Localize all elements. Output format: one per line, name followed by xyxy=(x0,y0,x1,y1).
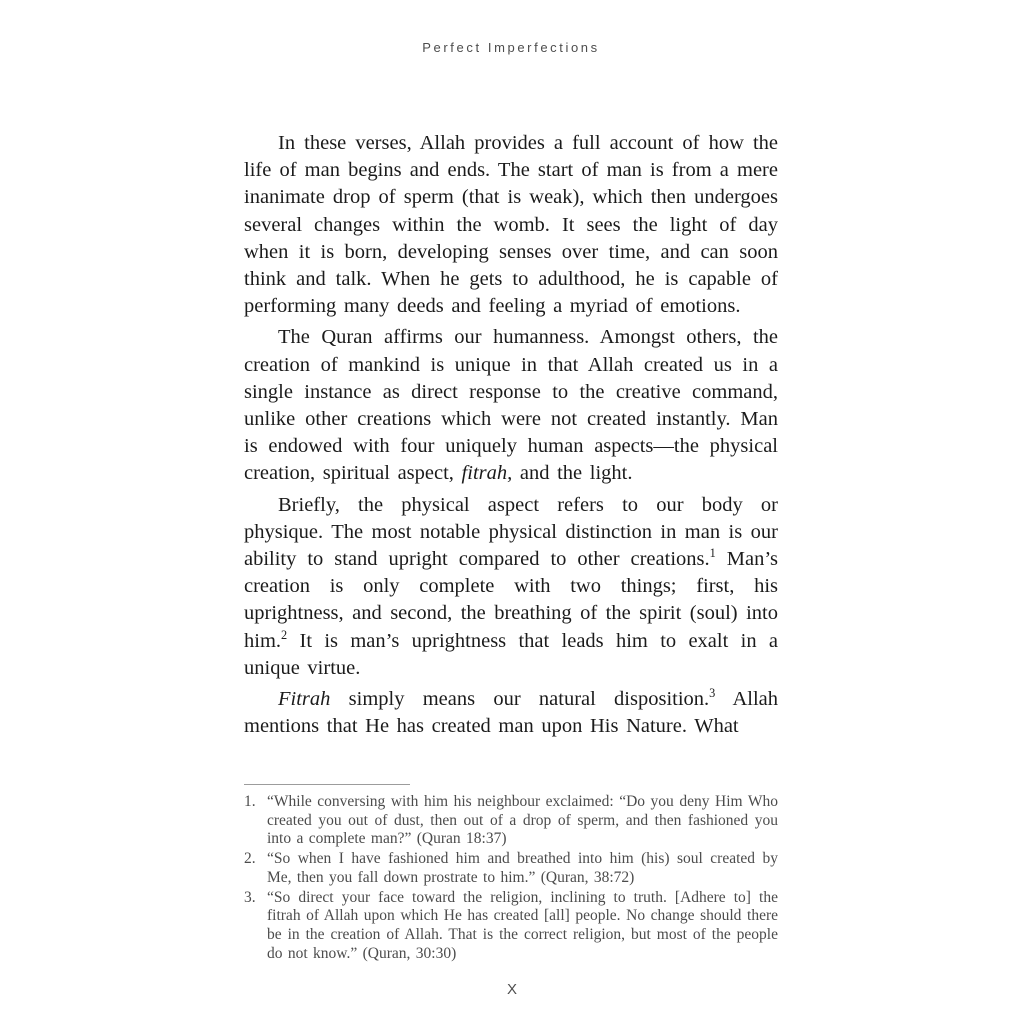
text-segment: In these verses, Allah provides a full account of how the life of man begins and ends. The start of man is from a mere inanimate drop of sperm (that is weak), which then undergoes several changes within the womb. It sees the light of day when it is born, developing senses over time, and can soon think and talk. When he gets to adulthood, he is capable of performing many deeds and feeling a myriad of emotions. xyxy=(244,132,778,318)
text-segment: Man’s creation is only complete with two things; first, his uprightness, and second, the breathing of the spirit (soul) into him. xyxy=(244,548,779,652)
footnote-number: 2. xyxy=(244,850,256,868)
paragraph xyxy=(244,686,778,740)
footnote-text: “While conversing with him his neighbour exclaimed: “Do you deny Him Who created you out of dust, then out of a drop of sperm, and then fashioned you into a complete man?” (Quran 18:37) xyxy=(267,793,778,848)
footnote-number: 1. xyxy=(244,793,256,810)
footnote-ref: 2 xyxy=(281,627,288,642)
footnote-item xyxy=(244,850,778,887)
text-segment: Fitrah xyxy=(278,688,331,711)
paragraph xyxy=(244,492,778,682)
text-segment: and the light. xyxy=(512,462,633,485)
text-segment: It is man’s uprightness that leads him to exalt in a unique virtue. xyxy=(244,629,778,679)
paragraph xyxy=(244,130,778,320)
paragraph xyxy=(244,324,778,487)
text-segment: The Quran affirms our humanness. Amongst others, the creation of mankind is unique in that Allah created us in a single instance as direct response to the creative command, unlike other creations which were not created instantly. Man is endowed with four uniquely human aspects—the physical creation, spiritual aspect, xyxy=(244,326,778,485)
text-segment: simply means our natural disposition. xyxy=(330,688,710,711)
text-segment: fitrah, xyxy=(461,462,513,485)
page-number: X xyxy=(506,981,517,998)
footnote-text: “So when I have fashioned him and breathed into him (his) soul created by Me, then you fall down prostrate to him.” (Quran, 38:72) xyxy=(267,850,778,886)
footnote-separator xyxy=(244,784,410,785)
footnote-ref: 3 xyxy=(709,686,716,701)
footnote-text: “So direct your face toward the religion, inclining to truth. [Adhere to] the fitrah of Allah upon which He has created [all] people. No change should there be in the creation of Allah. That is the correct religion, but most of the people do not know.” (Quran, 30:30) xyxy=(267,888,778,962)
footnotes xyxy=(244,793,778,964)
footnote-item xyxy=(244,889,778,964)
footnote-number: 3. xyxy=(244,888,256,906)
text-segment: Allah mentions that He has created man upon His Nature. What xyxy=(244,688,778,738)
body-paragraphs xyxy=(244,130,778,744)
text-segment: Briefly, the physical aspect refers to our body or physique. The most notable physical distinction in man is our ability to stand upright compared to other creations. xyxy=(244,493,778,571)
running-header: Perfect Imperfections xyxy=(422,40,600,55)
footnote-ref: 1 xyxy=(709,546,716,561)
footnote-item xyxy=(244,793,778,849)
